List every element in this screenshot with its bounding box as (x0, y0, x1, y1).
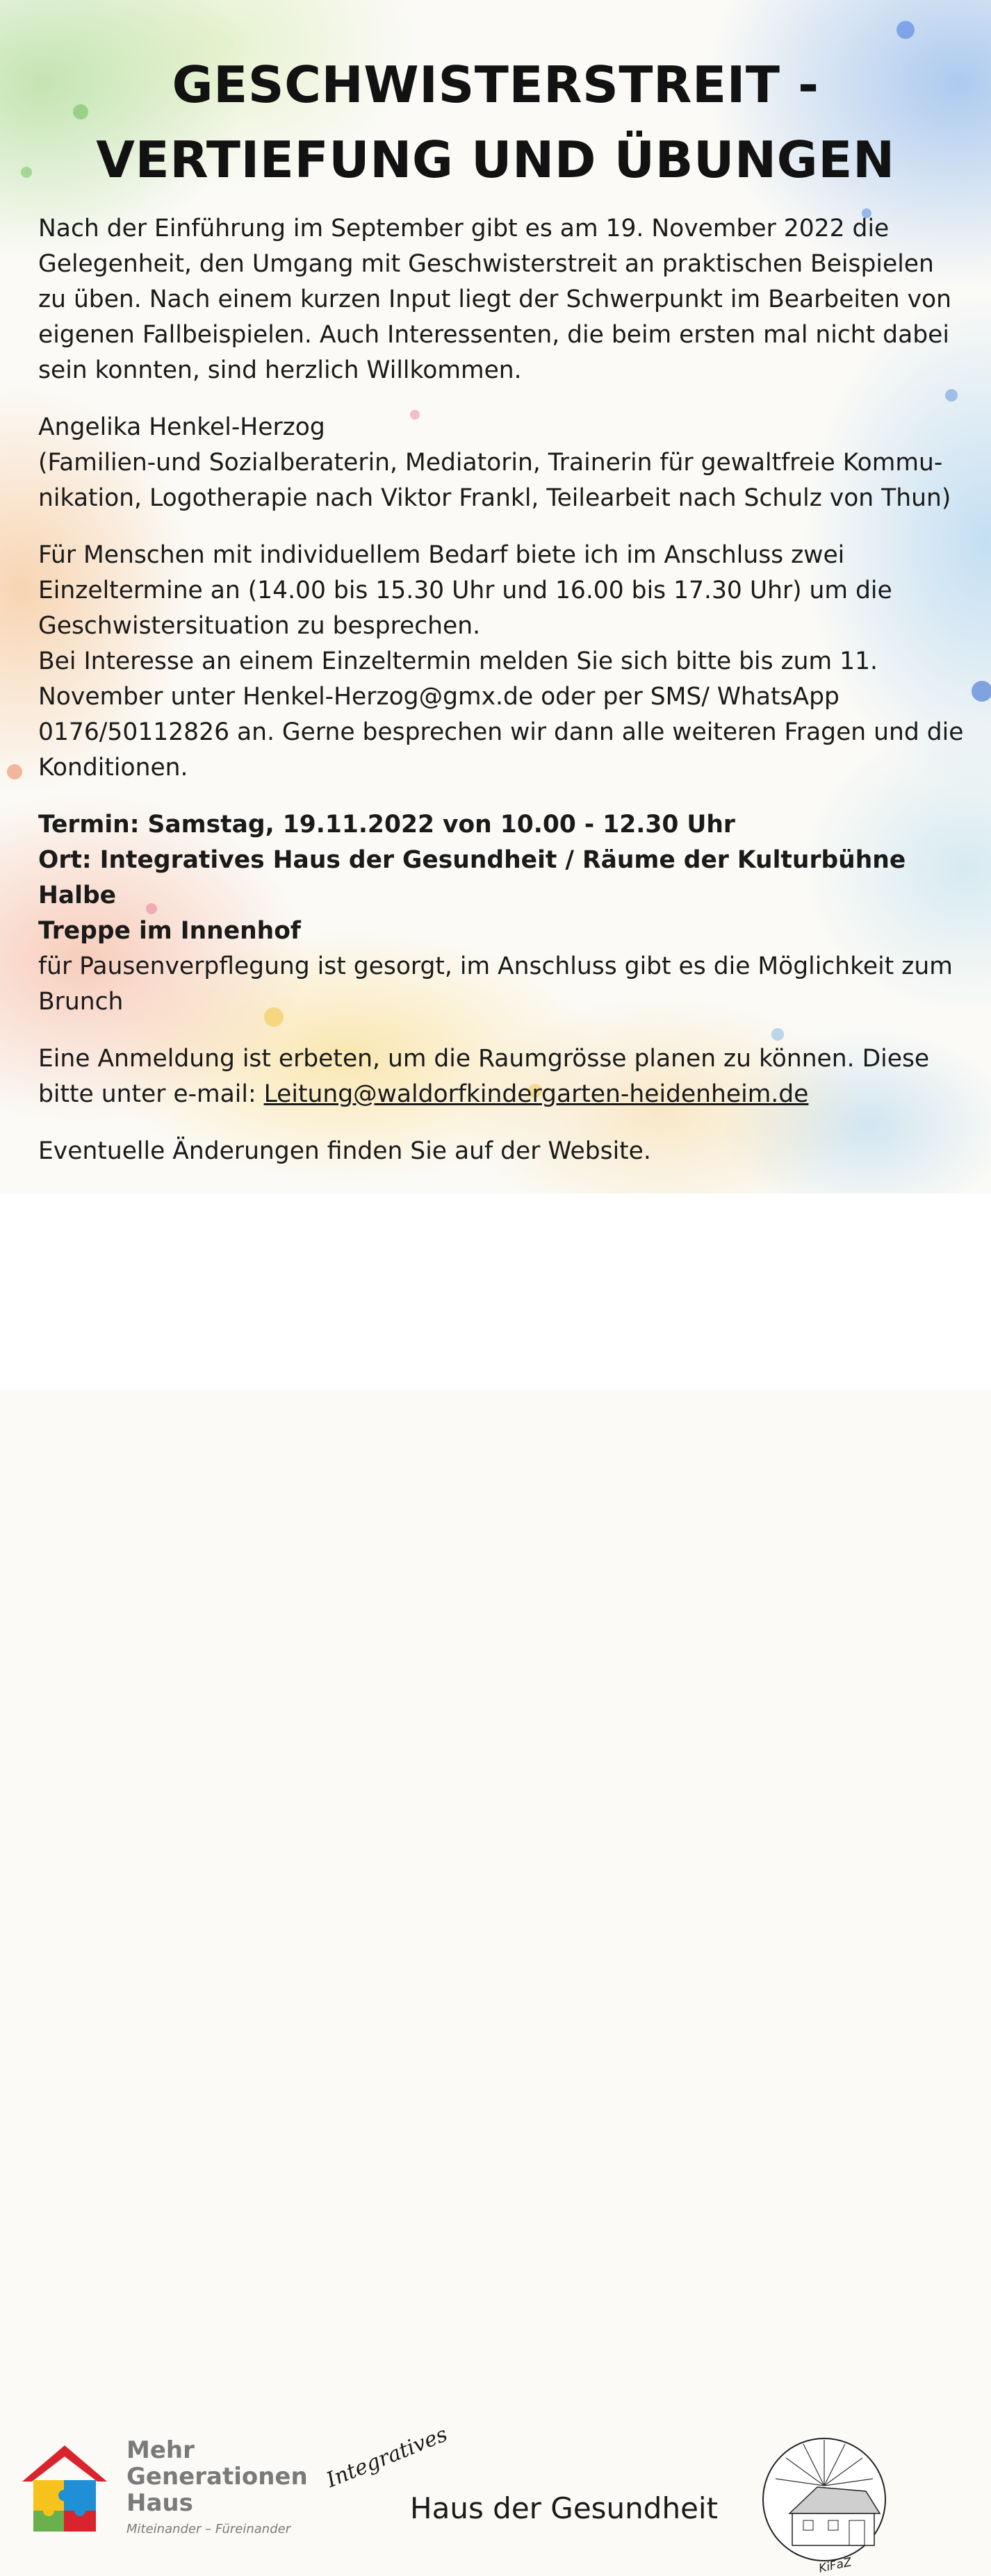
registration-email-line (38, 1077, 966, 1112)
logo-footer (0, 1194, 991, 2576)
changes-note: Eventuelle Änderungen finden Sie auf der Website. (38, 1137, 651, 1165)
speaker-paragraph (38, 410, 966, 516)
event-location: Ort: Integratives Haus der Gesundheit / Räume der Kulturbühne Halbe (38, 846, 906, 909)
puzzle-knob (43, 2505, 54, 2516)
intro-paragraph (38, 211, 966, 388)
mgh-word-1: Mehr (126, 2436, 195, 2464)
puzzle-house-logo-icon (19, 2444, 110, 2534)
page-title (0, 47, 991, 197)
puzzle-knob (74, 2505, 85, 2516)
catering-note-continued: Brunch (38, 988, 124, 1016)
mgh-word-3: Haus (126, 2489, 193, 2517)
individual-line: 0176/50112826 an. Gerne besprechen wir dann alle weiteren Fragen und die (38, 718, 964, 746)
individual-line: Einzeltermine an (14.00 bis 15.30 Uhr und 16.00 bis 17.30 Uhr) um die (38, 577, 892, 604)
puzzle-knob (58, 2490, 69, 2501)
individual-line: Konditionen. (38, 754, 188, 782)
speaker-credentials-line: nikation, Logotherapie nach Viktor Frankl, Teilearbeit nach Schulz von Thun) (38, 484, 951, 512)
hdg-script-word: Integratives (322, 2422, 451, 2493)
roof-shape (22, 2445, 107, 2482)
intro-line: Nach der Einführung im September gibt es am 19. November 2022 die (38, 215, 890, 242)
speaker-credentials-line: (Familien-und Sozialberaterin, Mediatorin, Trainerin für gewaltfreie Kommu- (38, 449, 943, 477)
event-details-paragraph (38, 807, 966, 1020)
intro-line: Gelegenheit, den Umgang mit Geschwisterstreit an praktischen Beispielen (38, 250, 934, 278)
intro-line: eigenen Fallbeispielen. Auch Interessenten, die beim ersten mal nicht dabei (38, 321, 949, 349)
registration-email-link[interactable]: Leitung@waldorfkindergarten-heidenheim.de (263, 1080, 809, 1108)
sketched-building (792, 2513, 874, 2545)
speaker-name: Angelika Henkel-Herzog (38, 413, 325, 441)
intro-line: zu üben. Nach einem kurzen Input liegt der Schwerpunkt im Bearbeiten von (38, 286, 951, 313)
individual-appointments-paragraph (38, 538, 966, 786)
mgh-logo-text (126, 2437, 308, 2538)
individual-line: Bei Interesse an einem Einzeltermin melden Sie sich bitte bis zum 11. (38, 647, 878, 675)
registration-paragraph (38, 1041, 966, 1112)
event-location-continued: Treppe im Innenhof (38, 917, 301, 945)
kifaz-label: KiFaZ (817, 2555, 853, 2576)
individual-line: Geschwistersituation zu besprechen. (38, 612, 481, 640)
individual-line: November unter Henkel-Herzog@gmx.de oder per SMS/ WhatsApp (38, 683, 840, 711)
catering-note: für Pausenverpflegung ist gesorgt, im Anschluss gibt es die Möglichkeit zum (38, 952, 953, 980)
hdg-main-word: Haus der Gesundheit (410, 2491, 719, 2525)
individual-line: Für Menschen mit individuellem Bedarf biete ich im Anschluss zwei (38, 541, 845, 569)
kifaz-sketch-logo-icon (762, 2409, 887, 2576)
event-date-time: Termin: Samstag, 19.11.2022 von 10.00 - 12.30 Uhr (38, 811, 735, 839)
body-text (38, 211, 966, 1248)
registration-email-prefix: bitte unter e-mail: (38, 1080, 264, 1108)
title-line-1: GESCHWISTERSTREIT - (172, 56, 819, 114)
registration-line: Eine Anmeldung ist erbeten, um die Raumgrösse planen zu können. Diese (38, 1045, 930, 1073)
intro-line: sein konnten, sind herzlich Willkommen. (38, 356, 522, 384)
changes-paragraph (38, 1134, 966, 1169)
mgh-tagline: Miteinander – Füreinander (126, 2522, 291, 2536)
title-line-2: VERTIEFUNG UND ÜBUNGEN (96, 131, 895, 189)
mgh-word-2: Generationen (126, 2463, 308, 2491)
flyer-content (0, 0, 991, 1194)
